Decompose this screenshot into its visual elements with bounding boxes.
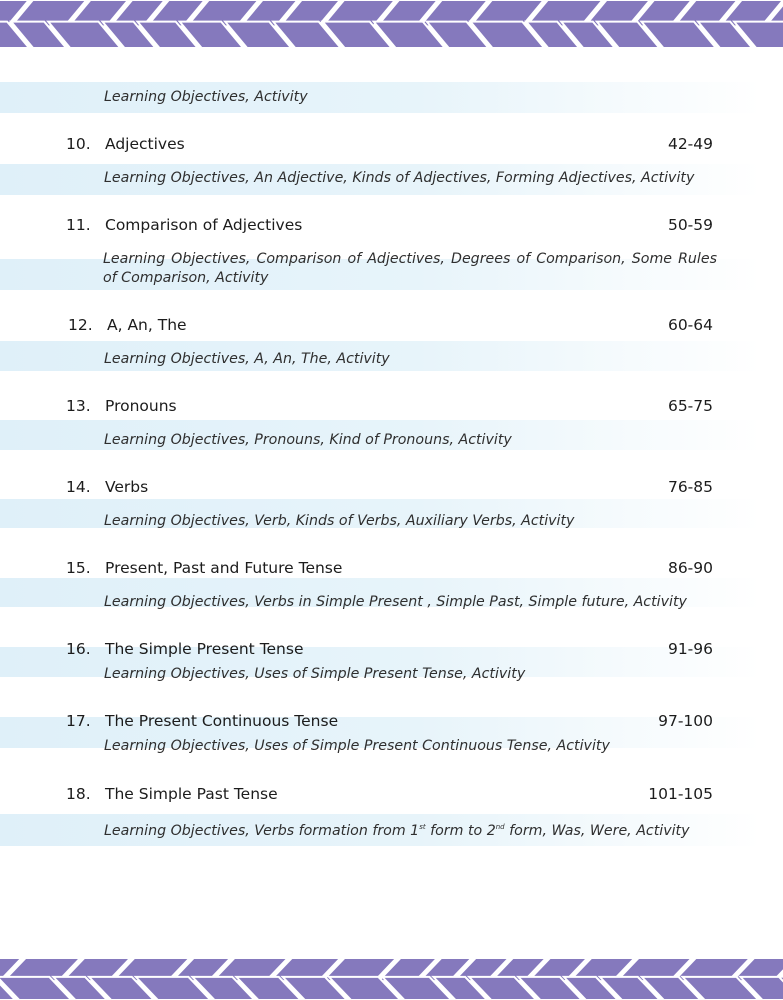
chapter-topics: Learning Objectives, A, An, The, Activity	[104, 351, 390, 367]
chapter-title[interactable]: A, An, The	[107, 316, 187, 334]
chapter-topics: Learning Objectives, Pronouns, Kind of Pronouns, Activity	[104, 432, 512, 448]
chapter-title[interactable]: Comparison of Adjectives	[105, 216, 303, 234]
chapter-topics: Learning Objectives, Uses of Simple Present Tense, Activity	[104, 666, 526, 682]
chapter-pages: 91-96	[667, 640, 713, 658]
chapter-pages: 42-49	[667, 135, 713, 153]
chapter-number: 12.	[68, 316, 93, 334]
chapter-pages: 65-75	[667, 397, 713, 415]
chapter-pages: 76-85	[667, 478, 713, 496]
bottom-decorative-band	[0, 958, 783, 1000]
chapter-title[interactable]: The Present Continuous Tense	[105, 712, 339, 730]
chapter-number: 18.	[66, 785, 91, 803]
chapter-number: 10.	[66, 135, 91, 153]
chapter-number: 17.	[66, 712, 91, 730]
chapter-topics: Learning Objectives, Comparison of Adjectives, Degrees of Comparison, Some Rules of Comparison, Activity	[103, 251, 717, 286]
chapter-title[interactable]: The Simple Past Tense	[105, 785, 278, 803]
chapter-title[interactable]: Present, Past and Future Tense	[105, 559, 343, 577]
ordinal-suffix: nd	[495, 823, 505, 831]
ordinal-suffix: st	[419, 823, 426, 831]
chapter-number: 13.	[66, 397, 91, 415]
chapter-title[interactable]: Verbs	[105, 478, 149, 496]
topics-part: form to 2	[425, 823, 496, 839]
chapter-title[interactable]: Pronouns	[105, 397, 177, 415]
chapter-pages: 97-100	[658, 712, 713, 730]
brick-pattern-bottom	[0, 958, 783, 1000]
chapter-pages: 60-64	[667, 316, 713, 334]
chapter-pages: 86-90	[667, 559, 713, 577]
chapter-number: 15.	[66, 559, 91, 577]
chapter-title[interactable]: Adjectives	[105, 135, 185, 153]
chapter-topics: Learning Objectives, Verb, Kinds of Verbs, Auxiliary Verbs, Activity	[104, 513, 575, 529]
chapter-pages: 101-105	[648, 785, 713, 803]
chapter-number: 14.	[66, 478, 91, 496]
chapter-number: 16.	[66, 640, 91, 658]
top-decorative-band	[0, 0, 783, 48]
intro-topics: Learning Objectives, Activity	[104, 89, 308, 105]
topics-part: form, Was, Were, Activity	[504, 823, 690, 839]
chapter-topics	[104, 818, 716, 841]
chapter-topics: Learning Objectives, An Adjective, Kinds of Adjectives, Forming Adjectives, Activity	[104, 170, 695, 186]
chapter-topics: Learning Objectives, Verbs in Simple Present , Simple Past, Simple future, Activity	[104, 594, 687, 610]
chapter-topics: Learning Objectives, Uses of Simple Present Continuous Tense, Activity	[104, 738, 610, 754]
topics-part: Learning Objectives, Verbs formation from 1	[104, 823, 420, 839]
chapter-number: 11.	[66, 216, 91, 234]
brick-pattern-top	[0, 0, 783, 48]
chapter-pages: 50-59	[667, 216, 713, 234]
chapter-title[interactable]: The Simple Present Tense	[105, 640, 304, 658]
